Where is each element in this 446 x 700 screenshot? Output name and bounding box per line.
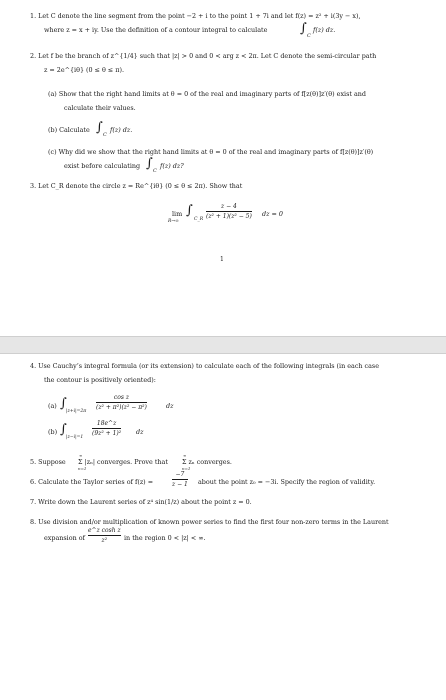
fraction xyxy=(88,527,121,544)
contour-subscript: C xyxy=(307,33,311,39)
contour-subscript: |z+i|=2π xyxy=(66,409,87,414)
question-2-line-2: z = 2e^{iθ} (0 ≤ θ ≤ π). xyxy=(44,66,125,74)
question-2c-line-2: exist before calculating xyxy=(64,162,141,170)
sum-lower-limit: n=1 xyxy=(78,466,87,471)
question-5-text: Σ |zₙ| converges. Prove that xyxy=(78,458,168,466)
fraction-numerator: e^z cosh z xyxy=(88,527,121,534)
question-8-text: expansion of xyxy=(44,534,85,542)
contour-subscript: C xyxy=(153,168,157,174)
integral-sign: ∫ xyxy=(60,396,67,411)
worksheet-page-1 xyxy=(0,0,446,336)
limit-operator: lim xyxy=(172,210,183,218)
fraction-denominator: z − 1 xyxy=(172,481,188,488)
differential: dz xyxy=(166,402,174,410)
contour-subscript: C_R xyxy=(194,217,204,222)
question-2b-label: (b) Calculate xyxy=(48,126,90,134)
integral-sign: ∫ xyxy=(96,120,103,135)
integral-sign: ∫ xyxy=(60,422,67,437)
question-1-line-2: where z = x + iy. Use the definition of a contour integral to calculate xyxy=(44,26,268,34)
fraction-denominator: (9z² + 1)² xyxy=(92,430,122,437)
question-7-text: 7. Write down the Laurent series of z⁴ sin(1/z) about the point z = 0. xyxy=(30,498,252,506)
question-2-line-1: 2. Let f be the branch of z^{1/4} such that |z| > 0 and 0 < arg z < 2π. Let C denote the semi-circular path xyxy=(30,52,377,60)
question-8-text-2: in the region 0 < |z| < ∞. xyxy=(124,534,206,542)
limit-subscript: R→∞ xyxy=(168,219,179,224)
fraction-denominator: (z² + π²)(z² − π²) xyxy=(96,404,147,411)
sum-lower-limit: n=1 xyxy=(182,466,191,471)
fraction-denominator: z² xyxy=(101,537,108,544)
question-2a-line-2: calculate their values. xyxy=(64,104,136,112)
integrand: f(z) dz? xyxy=(160,162,184,170)
contour-subscript: C xyxy=(103,132,107,138)
question-1-line-1: 1. Let C denote the line segment from the point −2 + i to the point 1 + 7i and let f(z) = z² + i(3y − x), xyxy=(30,12,361,20)
fraction-numerator: cos z xyxy=(113,394,129,401)
equation-tail: dz = 0 xyxy=(262,210,283,218)
question-4-line-1: 4. Use Cauchy’s integral formula (or its extension) to calculate each of the following integrals (in each case xyxy=(30,362,379,370)
question-6-text-2: about the point z₀ = −3i. Specify the region of validity. xyxy=(198,478,376,486)
integrand: f(z) dz. xyxy=(313,26,336,34)
fraction-numerator: z − 4 xyxy=(221,203,237,210)
fraction xyxy=(96,394,147,411)
question-5-text-2: Σ zₙ converges. xyxy=(182,458,232,466)
fraction-numerator: 18e^z xyxy=(96,420,117,427)
fraction xyxy=(206,203,252,220)
worksheet-page-2 xyxy=(0,354,446,700)
question-2a-line-1: (a) Show that the right hand limits at θ = 0 of the real and imaginary parts of f[z(θ)]z′(θ) exist and xyxy=(48,90,366,98)
integral-sign: ∫ xyxy=(146,156,153,171)
integrand: f(z) dz. xyxy=(110,126,133,134)
question-4a-label: (a) xyxy=(48,402,57,410)
question-6-text: 6. Calculate the Taylor series of f(z) = xyxy=(30,478,154,486)
page-number: 1 xyxy=(220,256,224,263)
question-5-label: 5. Suppose xyxy=(30,458,66,466)
fraction-denominator: (z² + 1)(z² − 5) xyxy=(206,213,252,220)
integral-sign: ∫ xyxy=(186,203,193,218)
fraction-numerator: −7 xyxy=(175,471,185,478)
question-4-line-2: the contour is positively oriented): xyxy=(44,376,156,384)
sum-upper-limit: ∞ xyxy=(79,453,83,458)
differential: dz xyxy=(136,428,144,436)
fraction xyxy=(172,471,188,488)
page-separator xyxy=(0,336,446,354)
question-4b-label: (b) xyxy=(48,428,58,436)
contour-subscript: |z−i|=1 xyxy=(66,435,84,440)
question-2c-line-1: (c) Why did we show that the right hand limits at θ = 0 of the real and imaginary parts of f[z(θ)]z′(θ) xyxy=(48,148,374,156)
sum-upper-limit: ∞ xyxy=(183,453,187,458)
fraction xyxy=(92,420,121,437)
question-3-line-1: 3. Let C_R denote the circle z = Re^{iθ} (0 ≤ θ ≤ 2π). Show that xyxy=(30,182,243,190)
question-8-line-1: 8. Use division and/or multiplication of known power series to find the first four non-zero terms in the Laurent xyxy=(30,518,389,526)
integral-sign: ∫ xyxy=(300,21,307,36)
